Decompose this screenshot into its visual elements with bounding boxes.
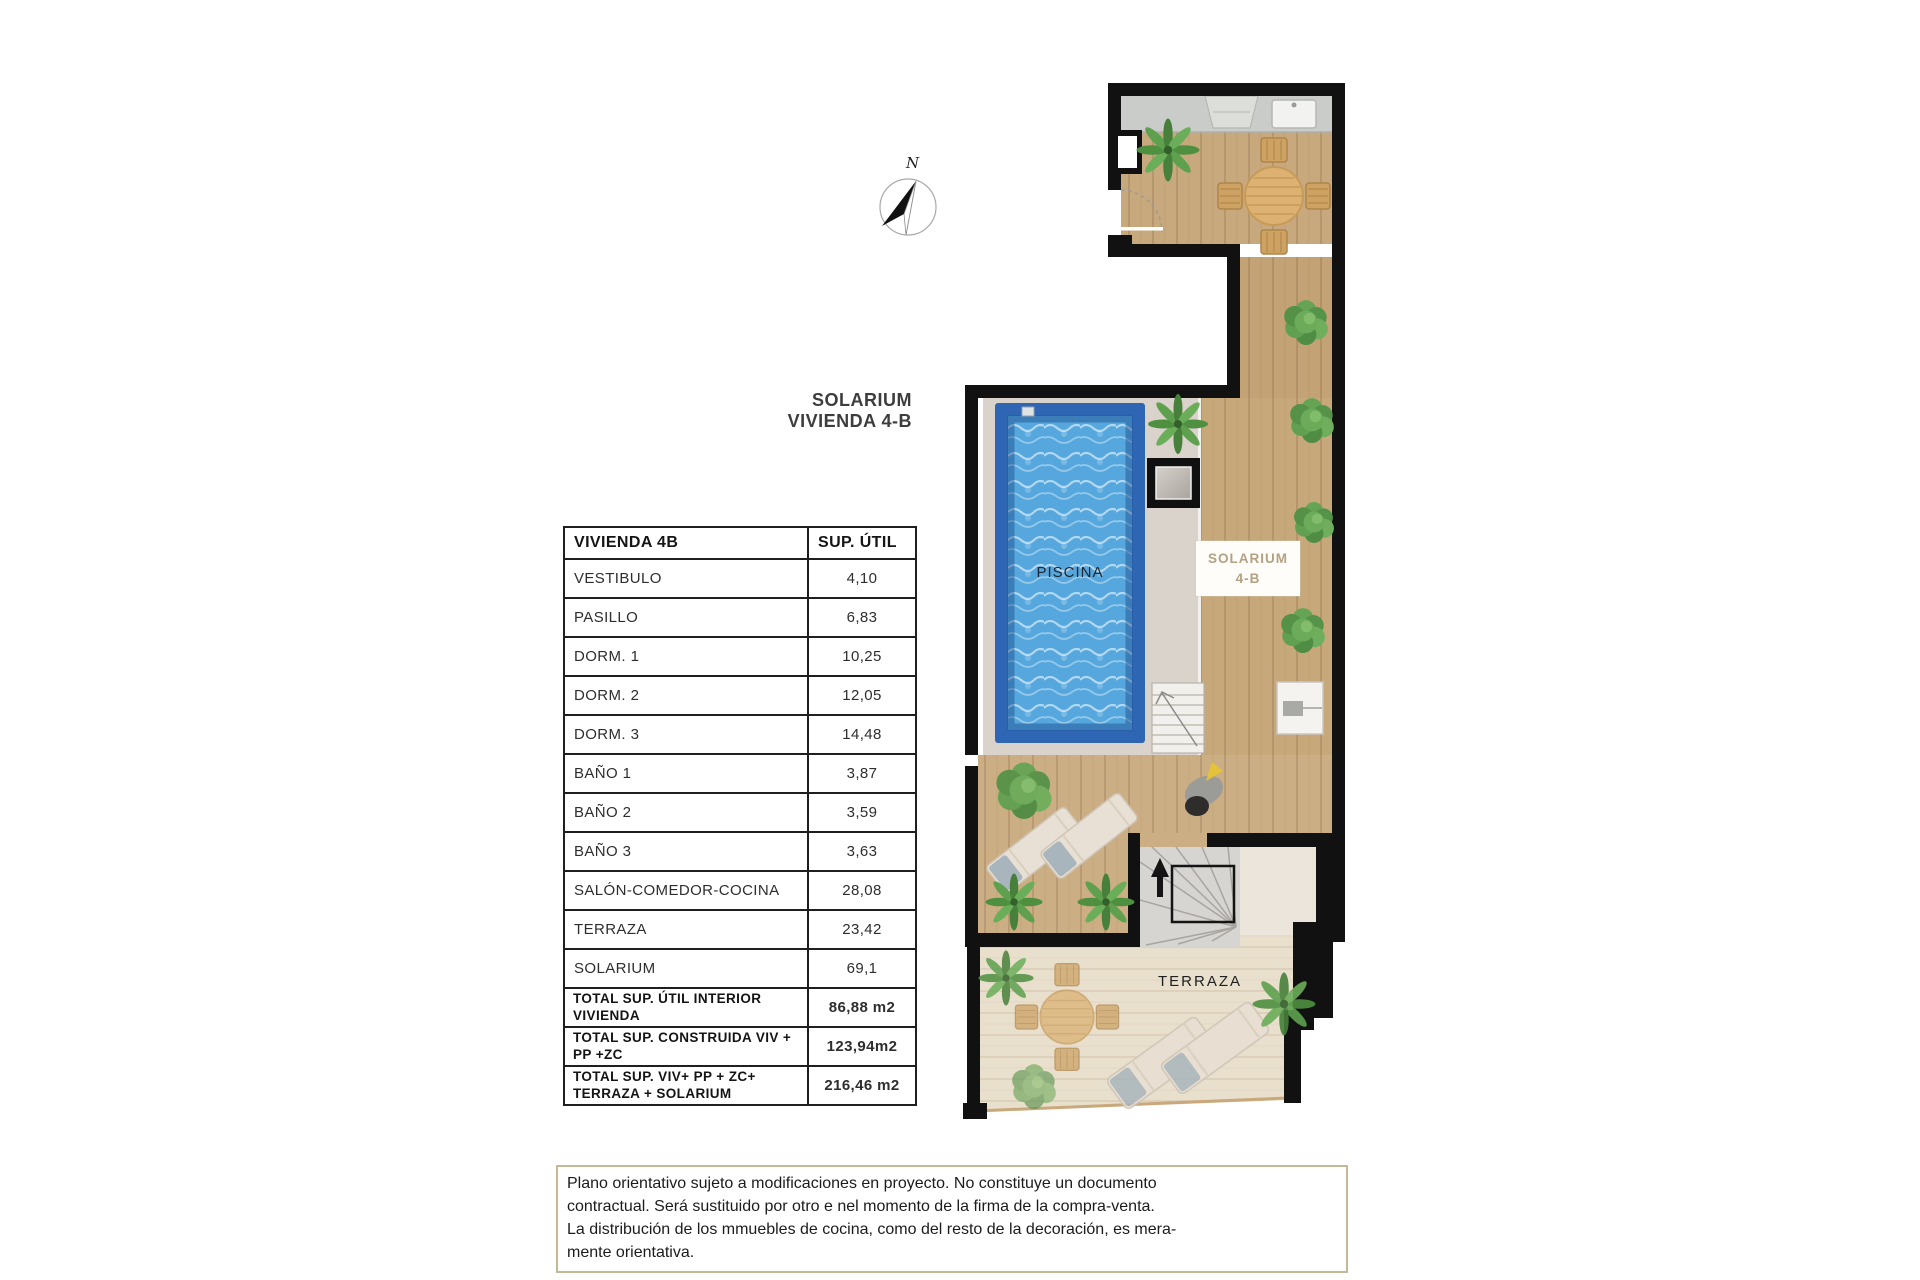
total-label: TOTAL SUP. CONSTRUIDA VIV + PP +ZC [564, 1027, 808, 1066]
row-label: TERRAZA [564, 910, 808, 949]
table-row [564, 949, 916, 988]
pool-label: PISCINA [1036, 564, 1104, 581]
table-total-row [564, 988, 916, 1027]
total-label: TOTAL SUP. ÚTIL INTERIOR VIVIENDA [564, 988, 808, 1027]
total-value: 216,46 m2 [808, 1066, 916, 1105]
wall-niche [1118, 136, 1137, 168]
row-value: 12,05 [808, 676, 916, 715]
table-header-row [564, 527, 916, 559]
disclaimer-line: contractual. Será sustituido por otro e nel momento de la firma de la compra-venta. [567, 1198, 1155, 1215]
disclaimer-line: Plano orientativo sujeto a modificaciones en proyecto. No constituye un documento [567, 1175, 1157, 1192]
utility-box [1277, 682, 1323, 734]
total-label: TOTAL SUP. VIV+ PP + ZC+ TERRAZA + SOLARIUM [564, 1066, 808, 1105]
row-label: BAÑO 3 [564, 832, 808, 871]
terrace-label: TERRAZA [1157, 973, 1242, 990]
area-table [563, 526, 917, 1106]
solarium-label [1196, 541, 1300, 596]
floor-plan [940, 70, 1360, 1130]
table-row [564, 871, 916, 910]
plan-title-line1: SOLARIUM [812, 390, 912, 410]
disclaimer-line: La distribución de los mmuebles de cocina, como del resto de la decoración, es mera- [567, 1221, 1177, 1238]
row-label: DORM. 2 [564, 676, 808, 715]
row-label: SALÓN-COMEDOR-COCINA [564, 871, 808, 910]
solarium-label-line2: 4-B [1235, 570, 1261, 586]
table-row [564, 715, 916, 754]
pool-ladder-icon [1022, 407, 1034, 416]
solarium-label-line1: SOLARIUM [1208, 550, 1288, 566]
table-row [564, 910, 916, 949]
row-value: 28,08 [808, 871, 916, 910]
table-header-area: SUP. ÚTIL [808, 527, 916, 559]
row-label: SOLARIUM [564, 949, 808, 988]
row-value: 3,59 [808, 793, 916, 832]
row-value: 3,63 [808, 832, 916, 871]
row-value: 3,87 [808, 754, 916, 793]
plan-title-line2: VIVIENDA 4-B [787, 411, 912, 431]
outdoor-shower [1147, 458, 1200, 508]
plan-title [722, 390, 912, 432]
row-value: 4,10 [808, 559, 916, 598]
pool-stairs [1152, 683, 1204, 753]
disclaimer-line: mente orientativa. [567, 1244, 695, 1261]
table-total-row [564, 1066, 916, 1105]
row-label: DORM. 1 [564, 637, 808, 676]
total-value: 123,94m2 [808, 1027, 916, 1066]
table-row [564, 793, 916, 832]
table-row [564, 637, 916, 676]
disclaimer-box [556, 1165, 1348, 1273]
interior-stairs [1140, 847, 1240, 947]
row-value: 6,83 [808, 598, 916, 637]
outdoor-kitchen-counter [1121, 96, 1332, 132]
table-row [564, 598, 916, 637]
row-label: PASILLO [564, 598, 808, 637]
table-row [564, 676, 916, 715]
row-value: 23,42 [808, 910, 916, 949]
table-row [564, 754, 916, 793]
table-row [564, 832, 916, 871]
total-value: 86,88 m2 [808, 988, 916, 1027]
row-value: 10,25 [808, 637, 916, 676]
row-value: 69,1 [808, 949, 916, 988]
row-label: DORM. 3 [564, 715, 808, 754]
table-row [564, 559, 916, 598]
table-total-row [564, 1027, 916, 1066]
row-value: 14,48 [808, 715, 916, 754]
table-header-name: VIVIENDA 4B [564, 527, 808, 559]
row-label: BAÑO 1 [564, 754, 808, 793]
compass-north-label: N [906, 154, 920, 172]
row-label: BAÑO 2 [564, 793, 808, 832]
row-label: VESTIBULO [564, 559, 808, 598]
